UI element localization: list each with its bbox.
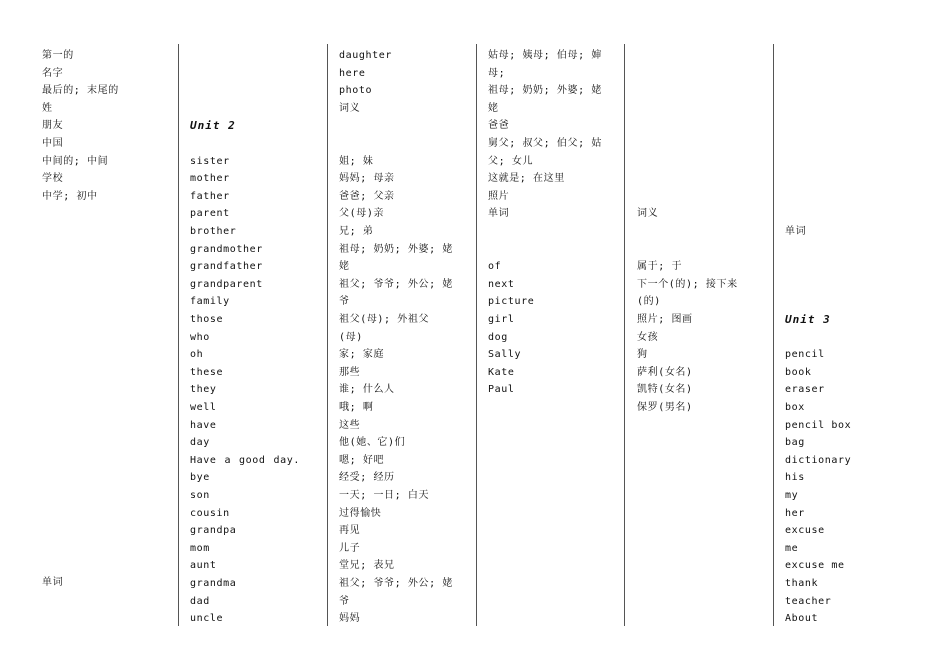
meaning-line: 这就是; 在这里 — [488, 173, 565, 185]
phrase-word: Have — [190, 454, 217, 466]
word-line: photo — [339, 85, 373, 97]
meaning-line: 那些 — [339, 366, 361, 378]
word-line: bye — [190, 472, 210, 484]
word-line: next — [488, 278, 515, 290]
meaning-line: 照片 — [488, 190, 510, 202]
column-5 — [637, 44, 767, 626]
meaning-line: 祖母; 奶奶; 外婆; 姥 — [339, 243, 453, 255]
word-line: thank — [785, 578, 819, 589]
meaning-line: 祖父(母); 外祖父 — [339, 314, 430, 325]
section-label: 单词 — [488, 208, 510, 220]
meaning-line: 朋友 — [42, 120, 64, 132]
word-line: excuse me — [785, 560, 845, 572]
meaning-line: 中间的; 中间 — [42, 155, 109, 167]
column-2 — [190, 44, 320, 626]
meaning-line: 爷 — [339, 595, 350, 607]
word-line: Kate — [488, 366, 515, 378]
meaning-line: 爸爸 — [488, 120, 510, 132]
meaning-line: 爸爸; 父亲 — [339, 190, 395, 202]
meaning-line: 妈妈; 母亲 — [339, 173, 395, 185]
meaning-line: 萨利(女名) — [637, 366, 693, 378]
meaning-line: 爷 — [339, 296, 350, 308]
word-line: aunt — [190, 560, 217, 572]
word-line: eraser — [785, 384, 825, 396]
meaning-line: 最后的; 末尾的 — [42, 85, 119, 97]
word-line: my — [785, 490, 799, 501]
word-line: uncle — [190, 613, 224, 625]
word-line: pencil — [785, 349, 825, 361]
meaning-line: 哦; 啊 — [339, 402, 374, 413]
meaning-line: 祖父; 爷爷; 外公; 姥 — [339, 578, 453, 589]
word-line: family — [190, 296, 230, 308]
word-line: daughter — [339, 50, 392, 61]
word-line: parent — [190, 208, 230, 220]
section-label: 单词 — [785, 226, 807, 237]
word-line: grandmother — [190, 243, 263, 255]
column-4 — [488, 44, 618, 626]
word-line: bag — [785, 437, 805, 449]
word-line: teacher — [785, 595, 832, 607]
word-line: grandfather — [190, 261, 263, 273]
word-line: pencil box — [785, 419, 852, 431]
word-line: dad — [190, 595, 210, 607]
meaning-line: 父(母)亲 — [339, 208, 385, 220]
word-line: they — [190, 384, 217, 396]
column-divider — [476, 44, 477, 626]
word-line: oh — [190, 349, 204, 361]
meaning-line: 妈妈 — [339, 613, 361, 625]
meaning-line: 属于; 于 — [637, 261, 683, 273]
word-line: girl — [488, 314, 515, 325]
phrase-word: day. — [273, 454, 300, 466]
meaning-line: 祖父; 爷爷; 外公; 姥 — [339, 278, 453, 290]
phrase-word: a — [224, 454, 232, 466]
word-line: mother — [190, 173, 230, 185]
column-3 — [339, 44, 469, 626]
word-line: father — [190, 190, 230, 202]
meaning-line: 舅父; 叔父; 伯父; 姑 — [488, 138, 602, 149]
word-line: me — [785, 542, 799, 554]
meaning-line: 姥 — [339, 261, 350, 273]
section-label: 单词 — [42, 577, 64, 588]
meaning-line: (母) — [339, 331, 363, 343]
word-line: picture — [488, 296, 535, 308]
word-line: brother — [190, 226, 237, 237]
word-line: grandparent — [190, 278, 263, 290]
meaning-line: 凯特(女名) — [637, 384, 693, 396]
phrase-line — [190, 452, 300, 470]
word-line: her — [785, 507, 805, 519]
column-divider — [178, 44, 179, 626]
word-line: day — [190, 437, 210, 449]
section-label: 词义 — [339, 102, 361, 114]
meaning-line: 再见 — [339, 525, 361, 537]
meaning-line: 经受; 经历 — [339, 472, 395, 484]
word-line: grandpa — [190, 525, 237, 537]
unit-heading: Unit 2 — [190, 119, 236, 132]
meaning-line: 堂兄; 表兄 — [339, 560, 395, 572]
word-line: have — [190, 419, 217, 431]
meaning-line: 姓 — [42, 102, 53, 114]
phrase-word: good — [239, 454, 266, 466]
word-line: sister — [190, 155, 230, 167]
meaning-line: 母; — [488, 67, 506, 79]
column-6 — [785, 44, 915, 626]
word-line: dog — [488, 331, 508, 343]
column-divider — [773, 44, 774, 626]
meaning-line: 兄; 弟 — [339, 226, 374, 237]
meaning-line: 女孩 — [637, 331, 659, 343]
column-1 — [42, 44, 172, 626]
meaning-line: 谁; 什么人 — [339, 384, 395, 396]
meaning-line: 这些 — [339, 419, 361, 431]
meaning-line: 狗 — [637, 349, 648, 361]
meaning-line: 学校 — [42, 173, 64, 185]
word-line: of — [488, 261, 502, 273]
meaning-line: 姥 — [488, 102, 499, 114]
meaning-line: 姑母; 姨母; 伯母; 婶 — [488, 50, 602, 61]
meaning-line: (的) — [637, 296, 661, 308]
word-line: About — [785, 613, 819, 625]
meaning-line: 儿子 — [339, 542, 361, 554]
word-line: book — [785, 366, 812, 378]
meaning-line: 中国 — [42, 138, 64, 149]
meaning-line: 下一个(的); 接下来 — [637, 278, 738, 290]
meaning-line: 父; 女儿 — [488, 155, 534, 167]
word-line: his — [785, 472, 805, 484]
meaning-line: 嗯; 好吧 — [339, 454, 385, 466]
word-line: these — [190, 366, 224, 378]
word-line: well — [190, 402, 217, 413]
meaning-line: 保罗(男名) — [637, 402, 693, 413]
meaning-line: 过得愉快 — [339, 507, 382, 519]
word-line: Sally — [488, 349, 522, 361]
unit-heading: Unit 3 — [785, 313, 831, 326]
column-divider — [624, 44, 625, 626]
meaning-line: 姐; 妹 — [339, 155, 374, 167]
word-line: son — [190, 490, 210, 501]
word-line: grandma — [190, 578, 237, 589]
meaning-line: 第一的 — [42, 50, 74, 61]
meaning-line: 照片; 图画 — [637, 314, 693, 325]
word-line: dictionary — [785, 454, 852, 466]
word-line: here — [339, 67, 366, 79]
meaning-line: 祖母; 奶奶; 外婆; 姥 — [488, 85, 602, 97]
word-line: Paul — [488, 384, 515, 396]
meaning-line: 一天; 一日; 白天 — [339, 490, 430, 501]
word-line: mom — [190, 542, 210, 554]
word-line: who — [190, 331, 210, 343]
word-line: excuse — [785, 525, 825, 537]
meaning-line: 中学; 初中 — [42, 190, 98, 202]
meaning-line: 他(她、它)们 — [339, 437, 406, 449]
meaning-line: 家; 家庭 — [339, 349, 385, 361]
word-line: box — [785, 402, 805, 413]
column-divider — [327, 44, 328, 626]
meaning-line: 名字 — [42, 67, 64, 79]
word-line: cousin — [190, 507, 230, 519]
section-label: 词义 — [637, 208, 659, 220]
word-line: those — [190, 314, 224, 325]
